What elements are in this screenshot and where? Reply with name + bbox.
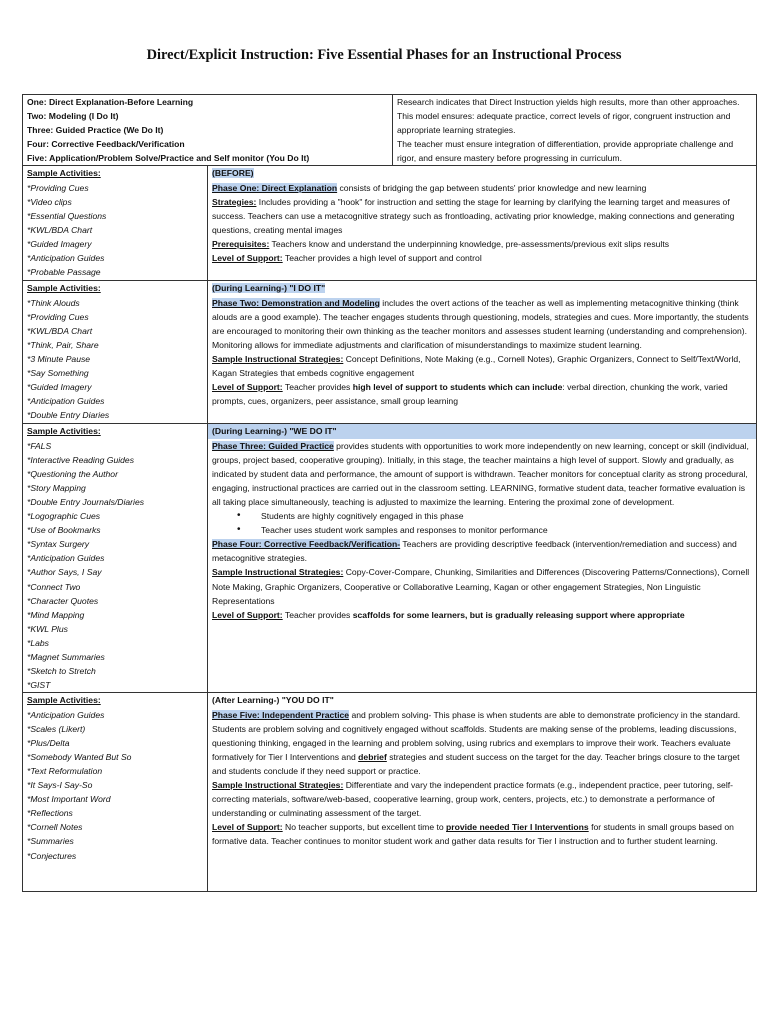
activity-item: *Mind Mapping [27,609,85,620]
phase-list-item: Four: Corrective Feedback/Verification [27,139,185,150]
activity-item: *KWL Plus [27,623,68,634]
research-cell [393,95,757,166]
debrief-text: debrief [358,751,387,762]
activity-item: *Providing Cues [27,311,89,322]
phase-text: consists of bridging the gap between students' prior knowledge and new learning [337,182,647,193]
activity-item: *Providing Cues [27,182,89,193]
research-text: Research indicates that Direct Instruction yields high results, more than other approaches. This model ensures: adequate practice, correct levels of rigor, congruent instruction and appropriate learning strategies. [397,97,740,136]
activity-item: *Text Reformulation [27,765,103,776]
stage-label: (BEFORE) [212,168,254,179]
phase-list-item: Three: Guided Practice (We Do It) [27,125,164,136]
phase-row-you-do-it [23,693,757,892]
phase-title: Phase Five: Independent Practice [212,709,350,720]
activity-item: *It Says-I Say-So [27,780,93,791]
description-cell [208,424,757,693]
activity-item: *Questioning the Author [27,468,118,479]
phase-list-item: Five: Application/Problem Solve/Practice and Self monitor (You Do It) [27,153,310,164]
phase-list-item: Two: Modeling (I Do It) [27,111,119,122]
activity-item: *Double Entry Diaries [27,410,110,421]
activity-item: *Summaries [27,836,74,847]
support-label: Level of Support: [212,822,283,833]
activity-item: *Guided Imagery [27,238,92,249]
strategies-text: Concept Definitions, Note Making (e.g., Cornell Notes), Graphic Organizers, Connect to Self/Text/World, Kagan Strategies that embeds cognitive engagement [212,353,741,379]
activity-item: *KWL/BDA Chart [27,224,93,235]
activity-item: *Probable Passage [27,267,101,278]
phase-list-cell [23,95,393,166]
activity-item: *Anticipation Guides [27,553,105,564]
phase-title: Phase One: Direct Explanation [212,182,338,193]
sample-activities-heading: Sample Activities: [27,283,101,294]
strategies-text: Differentiate and vary the independent practice formats (e.g., independent practice, peer tutoring, self-correcting materials, software/web-based, cooperative learning, group work, centers, projects, etc.) to demonstrate a performance of understanding or culminating assessment of the target. [212,780,733,819]
phase-text: includes the overt actions of the teacher as well as implementing metacognitive thinking (think alouds are a good example). The teacher engages students through questioning, models, strategies and cues. More importantly, the students are encouraged to monitoring their own thinking as the teacher monitors and assesses student learning (understanding and comprehension). Monitoring allows for immediate adjustments and clarification of misunderstandings to maximize student learning. [212,297,749,350]
activity-item: *Say Something [27,368,89,379]
support-text: Teacher provides [282,382,353,393]
activity-item: *Syntax Surgery [27,539,90,550]
activity-item: *Story Mapping [27,482,86,493]
activity-item: *Character Quotes [27,595,99,606]
support-text-end: : verbal direction, chunking the work, varied prompts, cues, organizers, peer assistance, small group learning [212,382,728,407]
activity-item: *Scales (Likert) [27,723,86,734]
description-cell [208,281,757,424]
activity-item: *Magnet Summaries [27,651,105,662]
integration-text: The teacher must ensure integration of differentiation, provide appropriate challenge and rigor, and ensure mastery before progressing in curriculum. [397,139,734,164]
engagement-bullets [212,509,752,537]
activity-item: *KWL/BDA Chart [27,325,93,336]
activity-item: *Cornell Notes [27,822,83,833]
phase-four-title: Phase Four: Corrective Feedback/Verification- [212,539,401,550]
activity-item: *Think, Pair, Share [27,339,99,350]
description-cell [208,166,757,281]
strategies-text: Includes providing a "hook" for instruction and setting the stage for learning by clarifying the learning target and measures of success. Teachers can use a metacognitive strategy such as frontloading, activating prior knowledge, making connections and generating questions, creating mental images [212,196,735,235]
phase-text-end: strategies and student success on the target for the day. Teacher brings closure to the target and students conclude if they need support or practice. [212,751,740,776]
activity-item: *Plus/Delta [27,737,70,748]
phase-four-text: Teachers are providing descriptive feedback (intervention/remediation and success) and metacognitive strategies. [212,539,737,564]
support-label: Level of Support: [212,382,283,393]
activity-item: *Video clips [27,196,72,207]
phase-row-we-do-it [23,424,757,693]
strategies-label: Sample Instructional Strategies: [212,353,344,364]
strategies-label: Sample Instructional Strategies: [212,567,344,578]
activity-item: *Interactive Reading Guides [27,454,135,465]
activity-item: *Sketch to Stretch [27,666,96,677]
support-text: Teacher provides a high level of support and control [282,253,482,264]
activity-item: *Guided Imagery [27,382,92,393]
support-emphasis: high level of support to students which can include [352,382,563,393]
activities-cell [23,166,208,281]
phase-list-item: One: Direct Explanation-Before Learning [27,97,194,107]
support-label: Level of Support: [212,253,283,264]
activity-item: *Anticipation Guides [27,253,105,264]
activity-item: *Logographic Cues [27,511,101,522]
activity-item: *Author Says, I Say [27,567,102,578]
activity-item: *3 Minute Pause [27,353,91,364]
stage-label: (During Learning-) "I DO IT" [212,283,326,294]
prerequisites-text: Teachers know and understand the underpinning knowledge, pre-assessments/previous exit slips results [269,238,670,249]
prerequisites-label: Prerequisites: [212,238,270,249]
stage-label: (During Learning-) "WE DO IT" [208,424,756,438]
sample-activities-heading: Sample Activities: [27,168,101,179]
activity-item: *Double Entry Journals/Diaries [27,496,145,507]
sample-activities-heading: Sample Activities: [27,426,101,437]
phase-row-i-do-it [23,281,757,424]
strategies-label: Strategies: [212,196,257,207]
activity-item: *Reflections [27,808,73,819]
phase-text: provides students with opportunities to work more independently on new learning, concept or skill (individual, groups, project based, cooperative grouping). Initially, in this stage, the teacher maintains a high level of support. Slowly and gradually, as indicated by student data and performance, the amount of support is withdrawn. Teacher monitors for conceptual clarity as strong procedural, engaging, instructional practices are carried out in the classroom setting. LEARNING, formative student data, teacher formative evaluation is all taking place simultaneously, teaching is adjusted to maximize the learning. Entering the proximal zone of development. [212,440,749,507]
activity-item: *Conjectures [27,850,77,861]
activity-item: *Essential Questions [27,210,107,221]
phase-title: Phase Three: Guided Practice [212,440,334,451]
description-cell [208,693,757,892]
activity-item: *Think Alouds [27,297,80,308]
header-row [23,95,757,166]
support-emphasis: provide needed Tier I Interventions [446,822,589,833]
phase-row-before [23,166,757,281]
activity-item: *Anticipation Guides [27,396,105,407]
activity-item: *Use of Bookmarks [27,525,101,536]
strategies-label: Sample Instructional Strategies: [212,780,344,791]
activity-item: *Anticipation Guides [27,709,105,720]
bullet-item: • Students are highly cognitively engaged in this phase [261,509,752,523]
support-label: Level of Support: [212,609,283,620]
support-text-end: for students in small groups based on formative data. Teacher continues to monitor student work and gather data results for Tier I instruction and to further student learning. [212,822,734,847]
activity-item: *Labs [27,637,49,648]
activities-cell [23,281,208,424]
support-emphasis: scaffolds for some learners, but is gradually releasing support where appropriate [352,609,685,620]
activity-item: *Most Important Word [27,794,111,805]
activity-item: *FALS [27,440,52,451]
support-text: No teacher supports, but excellent time to [282,822,447,833]
activity-item: *GIST [27,680,51,691]
instruction-phases-table [22,94,757,892]
activities-cell [23,424,208,693]
stage-label: (After Learning-) "YOU DO IT" [212,695,334,706]
activities-cell [23,693,208,892]
support-text: Teacher provides [282,609,353,620]
activity-item: *Somebody Wanted But So [27,751,132,762]
document-title: Direct/Explicit Instruction: Five Essential Phases for an Instructional Process [146,47,622,63]
strategies-text: Copy-Cover-Compare, Chunking, Similarities and Differences (Discovering Patterns/Connections), Cornell Note Making, Graphic Organizers, Cooperative or Collaborative Learning, Kagan or other engagement Strategies, Non Linguistic Representations [212,567,750,606]
phase-title: Phase Two: Demonstration and Modeling [212,297,380,308]
phase-text: and problem solving- This phase is when students are able to demonstrate proficiency in the standard. Students are problem solving and cognitively engaged without scaffolds. Students are making sense of the problems, leading discussions, questioning thinking, engaged in the learning and problem solving, using rubrics and exemplars to improve their work. Teachers evaluate formatively for Tier I Interventions and [212,709,741,762]
bullet-item: • Teacher uses student work samples and responses to monitor performance [261,523,752,537]
sample-activities-heading: Sample Activities: [27,695,101,706]
activity-item: *Connect Two [27,581,81,592]
